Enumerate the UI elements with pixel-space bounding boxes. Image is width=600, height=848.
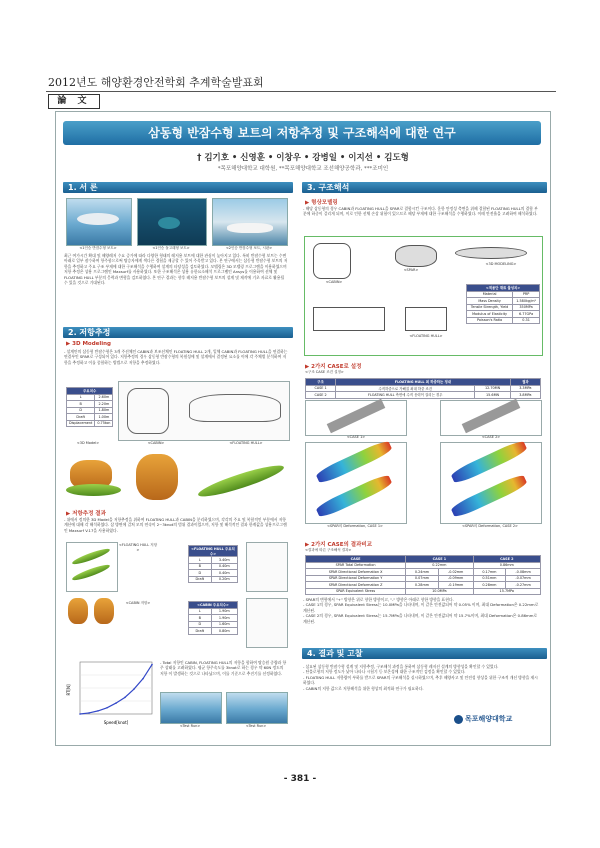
table-cell: SPAR Directional Deformation X [306,569,406,576]
cabin-resistance-label: <CABIN 저항> [125,601,151,605]
table-cell: 1.00m [95,414,113,421]
table-cell: 0.28mm [406,582,439,589]
table-cell: -0.08mm [506,569,541,576]
case-2-label: <CASE 2> [481,435,501,439]
table-cell: SPAR Directional Deformation Z [306,582,406,589]
table-cell: Tensile Strength, Yield [467,304,513,311]
y-axis-label: RT[N] [66,684,71,696]
table-cell: Draft [189,628,212,635]
photo-caption-3: <2인승 반잠수형 보트, 시판> [225,246,273,250]
table-cell: Draft [67,414,95,421]
table-header: 주요치수 [67,388,113,395]
table-cell: SPAR Total Deformation [306,562,406,569]
structural-results-table [305,555,541,595]
table-cell: Modulus of Elasticity [467,311,513,318]
subheading-two-cases: ▶ 2가지 CASE로 설정 [305,364,362,370]
table-cell: L [189,557,212,564]
label-3d-model: <3D Model> [76,441,100,445]
table-cell: 3.3MPa [510,385,540,392]
university-logo [454,714,512,724]
floating-resistance-label: <FLOATING HULL 저항> [118,543,158,552]
table-cell: 2.60m [95,394,113,401]
total-resistance-paragraph: - Total 저항인 CABIN, FLOATING HULL의 저항을 합하여 탑승원 중량과 항주 상태를 고려하였다. 평균 항주속도를 3knot로 하는 경우 약 60N 정도의 저항 이 발생하는 것으로 나타났으며, 이를 기준으로 추진기를 선정하였다. [160,660,287,676]
table-header: <CABIN 주요치수> [189,602,238,609]
table-cell: Draft [189,576,212,583]
resistance-chart [66,660,156,726]
table-cell: CASE 1 [306,385,336,392]
table-cell: 1.90m [211,615,237,622]
table-header: FLOATING HULL 최 하중하는 정대 [336,379,511,386]
floating-hull-render [196,460,286,501]
table-cell: 1.60m [211,621,237,628]
photo-caption-1: <1인승 반잠수형 보트> [79,246,117,250]
case-1-diagram [305,400,407,436]
table-header: 구조 [306,379,336,386]
structure-paragraph: - 해당 삼동형의 경우 CABIN과 FLOATING HULL을 SPAR로 결합시킨 구조이다. 운항 안정성 측면을 위해 결합된 FLOATING HULL의 결합 부분에 하중이 걸리게 되며, 이로 인한 선체 손상 위험이 있으므로 해당 부재에 대한 구조해석을 수행하였다. 이때 안전율을 고려하여 해석하였다. [303,206,538,217]
table-cell: D [67,407,95,414]
subheading-case-comparison: ▶ 2가지 CASE의 결과비교 [305,542,373,548]
seal-icon [454,715,463,724]
table-cell: 3.8MPa [510,392,540,399]
conference-header: 2012년도 해양환경안전학회 추계학술발표회 [48,76,264,89]
table-cell: 0.17mm [473,569,506,576]
deformation-caption-2: <SPAR의 Deformation, CASE 2> [462,524,518,528]
conclusion-paragraph: - 삼요된 삼동형 반잠수형 설계 및 저항추정, 구조해석 과정을 통하여 삼동형 레저선 설계의 방향성을 확인할 수 있었다. - 단블로형의 저항 정도가 낮아 나타나 시험기 등 보온성에 대한 구조적인 검정을 확인할 수 있었다. - FLOATING HULL 저항량이 부하를 받으로 SPAR의 구조해석을 실시하였으며, 추후 해양사고 및 안전성 향상을 위한 구조적 개선 방향을 제시하였다. - CABIN의 저항 값으로 저항해석을 위한 형상의 최적화 연구가 필요하다. [303,664,538,691]
table-cell: -0.19mm [438,582,473,589]
case-table-caption: <구조 CASE 조건 설정> [305,370,344,374]
section-3-heading: 3. 구조해석 [302,182,547,193]
table-cell: B [189,563,212,570]
table-cell: -0.27mm [506,582,541,589]
test-run-caption-2: <Test Run> [245,724,267,728]
boat-photo-1 [66,198,132,246]
boat-photo-3 [212,198,288,246]
university-logo-text: 목포해양대학교 [465,715,513,723]
cabin-render-small-2 [94,598,114,624]
table-cell: 0.20m [211,576,237,583]
section-1-heading: 1. 서 론 [63,182,293,193]
table-cell: L [67,394,95,401]
cabin-drawing [118,381,290,441]
paper-type-tag: 論 文 [48,94,100,109]
table-cell: 10.0MPa [406,588,473,595]
author-list: † 김기호 • 신영훈 • 이창우 • 강병일 • 이지선 • 김도형 [197,153,409,163]
table-cell: 12.70MN [475,385,510,392]
table-header: 결과 [510,379,540,386]
table-header: CASE 2 [473,556,540,563]
poster-title: 삼동형 반잠수형 보트의 저항추정 및 구조해석에 대한 연구 [63,121,541,145]
case-2-fem-result [440,442,542,524]
table-cell: 0.40m [211,563,237,570]
x-axis-label: Speed[knot] [103,720,129,725]
structure-result-paragraph: - SPAR의 변형에서 "+" 방향은 위로 향한 방향이고, "-" 방향은 아래로 향한 방향을 표현다. - CASE 1의 경우, SPAR Equivalent Stress는 10.0MPa을 나타내며, 이 같은 안전값되어 약 0.05% 이며, 최대 Deformation은 0.22mm로 계산된. - CASE 2의 경우, SPAR Equivalent Stress는 15.7MPa을 나타내며, 이 같은 안전값되어 약 15.7%이며, 최대 Deformation은 0.86mm로 계산된. [303,597,539,624]
table-cell: 0.51mm [473,575,506,582]
cabin-resistance-plot [246,598,288,648]
table-cell: L [189,608,212,615]
label-floating-hull: <FLOATING HULL> [229,441,263,445]
deformation-caption-1: <SPAR의 Deformation, CASE 1> [327,524,383,528]
modeling-paragraph: - 설계안의 삼동형 반잠수형은 3개 주선체인 CABIN과 보조선체인 FLOATING HULL 2개, 일체 CABIN과 FLOATING HULL을 연결하는 연결부인 SPAR로 구성되어 있다. 저항추정의 경우 삼동형 반잠수형의 복원성에 및 설계에서 결정된 요소를 이에 각 주체별 분석하여 저항을 추정하고 이를 종합하는 방법으로 저항을 추정하였다. [64,349,288,365]
label-cabin: <CABIN> [147,441,165,445]
main-dimensions-table [66,387,113,427]
structure-label-3d-modeling: <3D MODELING> [485,262,517,266]
table-cell: 0.22mm [406,562,473,569]
table-cell: FLOATING HULL 측면에 수직 응력이 걸리는 경우 [336,392,475,399]
table-cell: 0.28mm [473,582,506,589]
table-cell: 6.77GPa [513,311,540,318]
section-2-heading: 2. 저항추정 [63,327,293,338]
table-cell: 0.24mm [406,569,439,576]
cabin-dimensions-table [188,601,238,635]
floating-hull-dimensions-table [188,545,238,583]
table-header: CASE 1 [406,556,473,563]
table-cell: 0.40m [211,570,237,577]
table-cell: 0.07mm [406,575,439,582]
table-cell: 0.75ton [95,420,113,427]
resistance-paragraph: - 위에서 정의한 3D Model을 저항추정을 위하여 FLOATING HULL과 CABIN을 분리하였으며, 각각의 주요 및 복합적인 부분에서 저항 계산에 대해 각 해석하였다. 삼 방면에 걸쳐 모의 연속이 2~3knot의 범위 결과이었으며, 저항 및 해석적인 결과 한계값을 상용프로그램인 Maxsurf V.17을 사용하였다. [64,517,287,533]
table-cell: D [189,570,212,577]
table-header: <FLOATING HULL 주요치수> [189,546,238,557]
test-run-photo-1 [160,692,222,724]
case-2-diagram [440,400,542,436]
table-cell: SPAR Equivalent Stress [306,588,406,595]
result-table-caption: <결과에 따른 구조해석 결과> [305,548,352,552]
boat-photo-2 [137,198,207,246]
table-cell: 1.580kg/m³ [513,298,540,305]
table-cell: 1.90m [211,608,237,615]
test-run-photo-2 [226,692,288,724]
section-4-heading: 4. 결과 및 고찰 [302,648,547,659]
table-cell: Poisson's Ratio [467,317,513,324]
structure-label-floating-hull: <FLOATING HULL> [409,334,443,338]
table-cell: CASE 2 [306,392,336,399]
table-cell: B [189,615,212,622]
structure-label-spar: <SPAR> [403,268,419,272]
table-cell: SPAR Directional Deformation Y [306,575,406,582]
page-number: - 381 - [283,774,317,784]
table-cell: -0.02mm [438,569,473,576]
table-cell: 15.7MPa [473,588,540,595]
table-cell: 3.40m [211,557,237,564]
table-header: CASE [306,556,406,563]
test-run-caption-1: <Test Run> [179,724,201,728]
table-cell: Mass Density [467,298,513,305]
table-cell: 수직하중으로 가해질 최대 하중 조건 [336,385,475,392]
table-cell: 0.86mm [473,562,540,569]
header-divider [46,91,556,92]
material-properties-table [466,284,540,324]
3d-model-float [66,484,121,496]
subheading-shape-modeling: ▶ 형상모델링 [305,200,338,206]
cabin-render [136,454,178,500]
table-cell: 0.31 [513,317,540,324]
floating-resistance-plot [246,542,288,592]
table-cell: D [189,621,212,628]
photo-caption-2: <1인승 돌고래형 보트> [152,246,190,250]
table-cell: 2.20m [95,401,113,408]
subheading-3d-modeling: ▶ 3D Modeling [66,341,111,347]
subheading-resistance-results: ▶ 저항추정 결과 [66,511,106,517]
table-cell: 0.80m [211,628,237,635]
case-1-fem-result [305,442,407,524]
case-conditions-table [305,378,541,399]
table-cell: B [67,401,95,408]
table-cell: 15.6MN [475,392,510,399]
table-cell: Displacement [67,420,95,427]
table-cell: PRP [513,291,540,298]
table-cell: 1.80m [95,407,113,414]
table-header: <적용단 재료 물성치> [467,285,540,292]
table-cell: -0.07mm [506,575,541,582]
intro-paragraph: 최근 여가시간 확대 및 해양레저 수요 증가에 따라 다양한 형태의 레저용 보트에 대한 관심이 높아지고 있다. 특히 반잠수형 보트는 수면 아래로 일부 잠수하여 항주함으로써 탑승자에게 색다른 경험을 제공할 수 있어 주목받고 있다. 본 연구에서는 삼동형 반잠수형 보트의 저항을 추정하고 주요 구조 부재에 대한 구조해석을 수행하여 설계의 타당성을 검토하였다. 모델링은 3D 모델링 프로그램을 이용하였으며 저항 추정은 상용 프로그램인 Maxsurf를 사용하였다. 또한 구조해석은 상용 유한요소해석 프로그램인 Ansys를 이용하여 선체 및 FLOATING HULL 부분의 응력과 변형을 검토하였다. 본 연구 결과는 향후 레저용 반잠수형 보트의 설계 및 제작에 기초 자료로 활용될 수 있을 것으로 기대된다. [64,253,288,286]
table-cell: Material [467,291,513,298]
affiliation: *목포해양대학교 대학원, **목포해양대학교 조선해양공학과, ***조미인 [217,166,389,172]
floating-hull-render-box [66,542,118,592]
structure-label-cabin: <CABIN> [325,280,343,284]
poster [55,111,551,746]
cabin-render-small-1 [68,598,88,624]
table-cell: -0.09mm [438,575,473,582]
case-1-label: <CASE 1> [346,435,366,439]
table-cell: 350MPa [513,304,540,311]
